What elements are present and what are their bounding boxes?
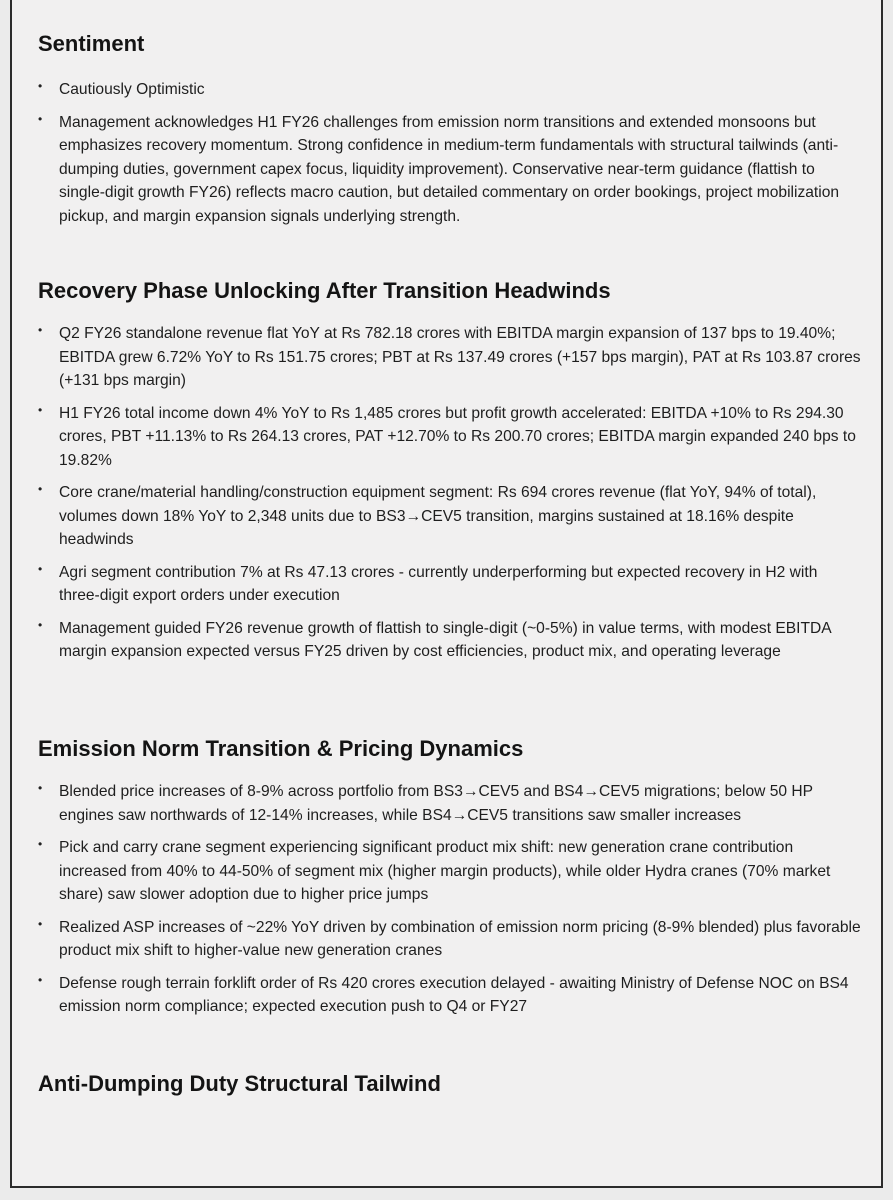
bullet-icon: • xyxy=(38,402,43,417)
list-item xyxy=(38,561,861,608)
bullet-icon: • xyxy=(38,617,43,632)
list-item-text: Management acknowledges H1 FY26 challenges from emission norm transitions and extended monsoons but emphasizes recovery momentum. Strong confidence in medium-term fundamentals with structural tailwinds (anti-dumping duties, government capex focus, liquidity improvement). Conservative near-term guidance (flattish to single-digit growth FY26) reflects macro caution, but detailed commentary on order bookings, project mobilization pickup, and margin expansion signals underlying strength. xyxy=(59,113,840,225)
list-item xyxy=(38,481,861,552)
section-heading: Anti-Dumping Duty Structural Tailwind xyxy=(38,1071,441,1096)
bullet-icon: • xyxy=(38,323,43,337)
list-item xyxy=(38,617,861,664)
list-item-text: Q2 FY26 standalone revenue flat YoY at Rs 782.18 crores with EBITDA margin expansion of 137 bps to 19.40%; EBITDA grew 6.72% YoY to Rs 151.75 crores; PBT at Rs 137.49 crores (+157 bps margin), PAT at Rs 103.87 crores (+131 bps margin) xyxy=(59,325,861,389)
bullet-list xyxy=(38,322,861,664)
section-anti-dumping xyxy=(38,1070,861,1098)
list-item-text: Agri segment contribution 7% at Rs 47.13 crores - currently underperforming but expected recovery in H2 with three-digit export orders under execution xyxy=(59,563,818,604)
bullet-icon: • xyxy=(38,972,43,987)
section-sentiment xyxy=(38,30,861,237)
bullet-icon: • xyxy=(38,79,43,93)
list-item-text: Pick and carry crane segment experiencing significant product mix shift: new generation crane contribution increased from 40% to 44-50% of segment mix (higher margin products), while older Hydra cranes (70% market share) saw slower adoption due to higher price jumps xyxy=(59,839,831,903)
bullet-icon: • xyxy=(38,781,43,795)
bullet-icon: • xyxy=(38,561,43,576)
list-item xyxy=(38,916,861,963)
list-item xyxy=(38,780,861,827)
bullet-icon: • xyxy=(38,482,43,496)
section-emission-norm xyxy=(38,735,861,1028)
bullet-list xyxy=(38,780,861,1019)
list-item-text: Defense rough terrain forklift order of Rs 420 crores execution delayed - awaiting Ministry of Defense NOC on BS4 emission norm compliance; expected execution push to Q4 or FY27 xyxy=(59,974,849,1015)
list-item-text: Realized ASP increases of ~22% YoY driven by combination of emission norm pricing (8-9% blended) plus favorable product mix shift to higher-value new generation cranes xyxy=(59,918,861,959)
bullet-icon: • xyxy=(38,111,43,126)
list-item-text: Cautiously Optimistic xyxy=(59,81,205,98)
section-recovery-phase xyxy=(38,277,861,673)
bullet-icon: • xyxy=(38,837,43,851)
list-item-text: Management guided FY26 revenue growth of flattish to single-digit (~0-5%) in value terms, with modest EBITDA margin expansion expected versus FY25 driven by cost efficiencies, product mix, and operating leverage xyxy=(59,619,831,660)
list-item xyxy=(38,972,861,1019)
list-item xyxy=(38,78,861,102)
list-item-text: Core crane/material handling/construction equipment segment: Rs 694 crores revenue (flat YoY, 94% of total), volumes down 18% YoY to 2,348 units due to BS3→CEV5 transition, margins sustained at 18.16% despite headwinds xyxy=(59,484,817,548)
bullet-icon: • xyxy=(38,916,43,931)
section-heading: Sentiment xyxy=(38,31,145,56)
bullet-list xyxy=(38,78,861,228)
list-item xyxy=(38,836,861,907)
list-item xyxy=(38,111,861,229)
section-heading: Emission Norm Transition & Pricing Dynamics xyxy=(38,736,524,761)
list-item xyxy=(38,322,861,393)
list-item-text: Blended price increases of 8-9% across portfolio from BS3→CEV5 and BS4→CEV5 migrations; below 50 HP engines saw northwards of 12-14% increases, while BS4→CEV5 transitions saw smaller increases xyxy=(59,783,813,824)
list-item xyxy=(38,402,861,473)
section-heading: Recovery Phase Unlocking After Transition Headwinds xyxy=(38,278,611,303)
document-page xyxy=(10,0,883,1188)
list-item-text: H1 FY26 total income down 4% YoY to Rs 1,485 crores but profit growth accelerated: EBITDA +10% to Rs 294.30 crores, PBT +11.13% to Rs 264.13 crores, PAT +12.70% to Rs 200.70 crores; EBITDA margin expanded 240 bps to 19.82% xyxy=(59,404,856,469)
